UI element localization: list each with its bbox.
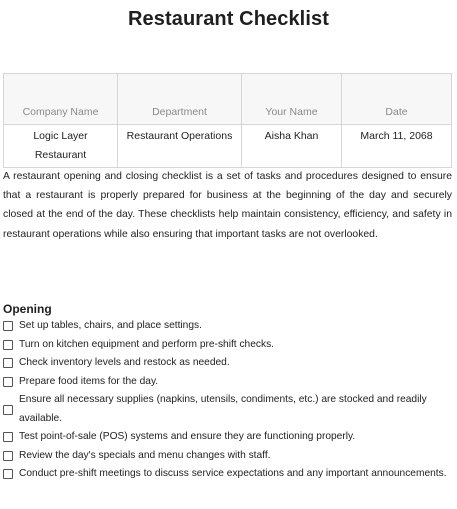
checklist-item	[3, 391, 448, 428]
page-title: Restaurant Checklist	[128, 8, 329, 30]
checklist-item-text: Check inventory levels and restock as needed.	[19, 357, 230, 368]
checklist-item	[3, 373, 448, 392]
checkbox[interactable]	[3, 469, 13, 479]
header-date: Date	[342, 74, 452, 125]
info-table	[3, 73, 452, 168]
checkbox[interactable]	[3, 377, 13, 387]
checklist-item	[3, 447, 448, 466]
opening-checklist	[3, 317, 448, 484]
checklist-item-text: Review the day's specials and menu changes with staff.	[19, 449, 271, 461]
checkbox[interactable]	[3, 358, 13, 368]
header-company-name: Company Name	[4, 74, 118, 125]
company-name-text: Logic Layer Restaurant	[33, 130, 88, 161]
your-name-value: Aisha Khan	[242, 125, 342, 168]
header-department: Department	[118, 74, 242, 125]
company-name-value	[4, 125, 118, 168]
checkbox[interactable]	[3, 405, 13, 415]
checklist-item-text: Ensure all necessary supplies (napkins, utensils, condiments, etc.) are stocked and readily available.	[19, 394, 427, 424]
checklist-item	[3, 428, 448, 447]
checklist-item	[3, 317, 448, 336]
opening-section-title: Opening	[3, 302, 52, 316]
description-paragraph: A restaurant opening and closing checklist is a set of tasks and procedures designed to ensure that a restaurant is properly prepared for business at the beginning of the day and securely closed at the end of the day. These checklists help maintain consistency, efficiency, and safety in restaurant operations while also ensuring that important tasks are not overlooked.	[3, 171, 452, 240]
checkbox[interactable]	[3, 451, 13, 461]
checklist-item	[3, 354, 448, 373]
header-your-name: Your Name	[242, 74, 342, 125]
checklist-item	[3, 465, 448, 484]
department-value: Restaurant Operations	[118, 125, 242, 168]
info-table-header-row	[4, 74, 452, 125]
info-table-row	[4, 125, 452, 168]
checkbox[interactable]	[3, 432, 13, 442]
checkbox[interactable]	[3, 321, 13, 331]
checklist-item-text: Set up tables, chairs, and place settings.	[19, 320, 202, 331]
checklist-item-text: Prepare food items for the day.	[19, 375, 159, 387]
checklist-item	[3, 336, 448, 355]
checklist-item-text: Turn on kitchen equipment and perform pre-shift checks.	[19, 338, 275, 350]
checklist-item-text: Conduct pre-shift meetings to discuss service expectations and any important announcements.	[19, 468, 447, 479]
checkbox[interactable]	[3, 340, 13, 350]
checklist-item-text: Test point-of-sale (POS) systems and ensure they are functioning properly.	[19, 431, 356, 442]
date-value: March 11, 2068	[342, 125, 452, 168]
